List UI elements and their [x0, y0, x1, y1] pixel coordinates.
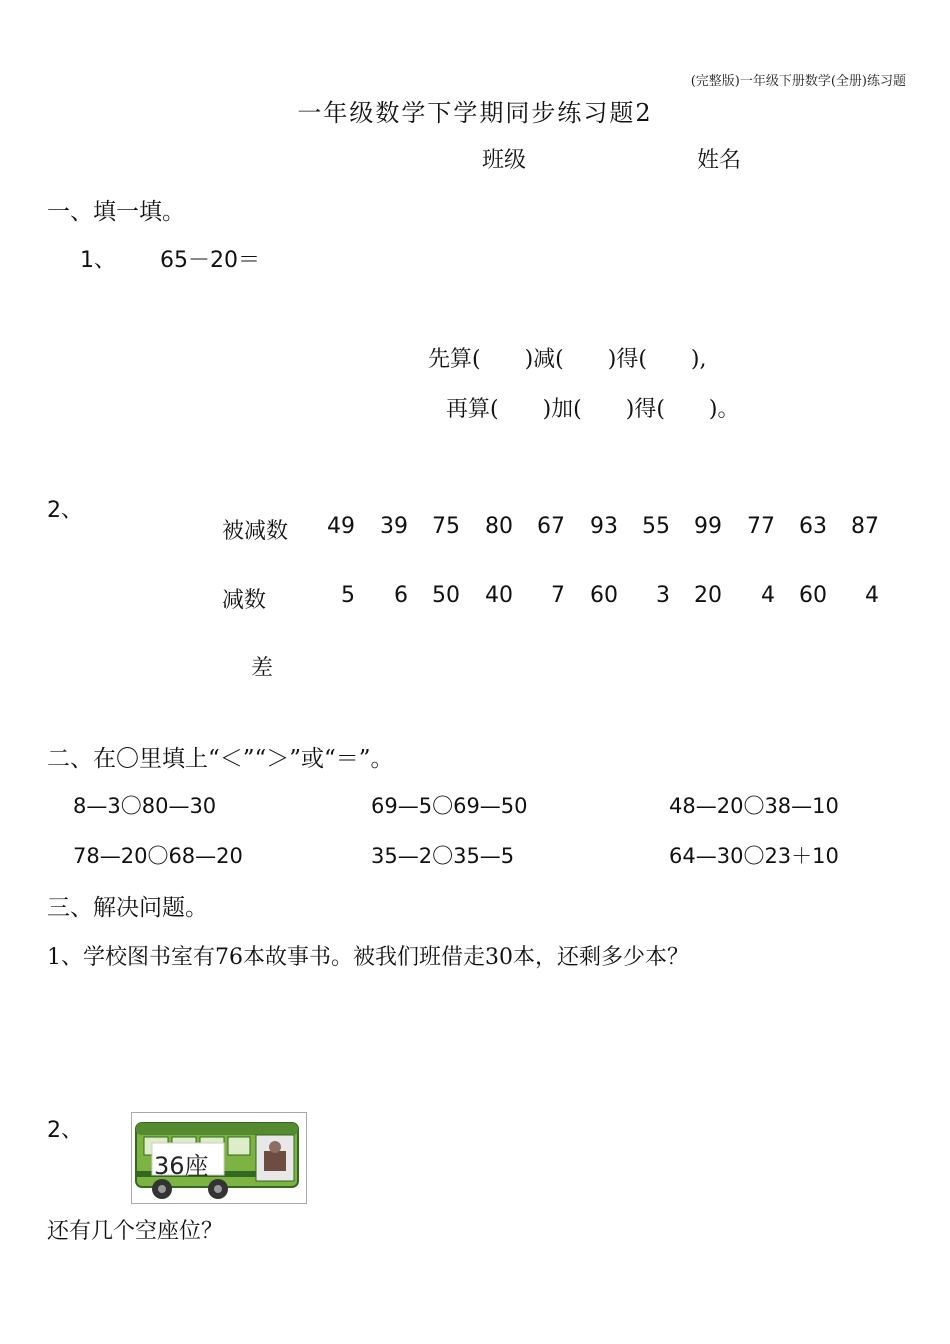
compare-item: 48—20〇38—10: [669, 794, 839, 818]
subtrahend-cell: 3: [656, 583, 670, 608]
subtrahend-cell: 4: [761, 583, 775, 608]
name-label: 姓名: [697, 148, 742, 173]
section-2-heading: 二、在〇里填上“＜”“＞”或“＝”。: [47, 746, 394, 772]
minuend-cell: 87: [851, 514, 879, 539]
subtrahend-row: [0, 583, 950, 613]
problem-2-number: 2、: [47, 1118, 83, 1143]
minuend-row: [0, 514, 950, 544]
subtrahend-cell: 20: [694, 583, 722, 608]
q2-number: 2、: [47, 498, 83, 523]
q1-number: 1、: [80, 248, 116, 273]
problem-2-question: 还有几个空座位？: [47, 1219, 224, 1244]
page-title: 一年级数学下学期同步练习题2: [297, 99, 653, 127]
subtrahend-cell: 40: [485, 583, 513, 608]
compare-item: 35—2〇35—5: [371, 844, 515, 868]
q1-step-2: 再算( )加( )得( )。: [446, 397, 740, 422]
minuend-cell: 99: [694, 514, 722, 539]
class-label: 班级: [482, 148, 527, 173]
minuend-cell: 55: [642, 514, 670, 539]
running-header: (完整版)一年级下册数学(全册)练习题: [690, 74, 906, 89]
minuend-cell: 93: [590, 514, 618, 539]
q1-step-1: 先算( )减( )得( ),: [428, 347, 707, 372]
subtrahend-cell: 7: [551, 583, 565, 608]
section-3-heading: 三、解决问题。: [47, 895, 208, 921]
subtrahend-cell: 5: [341, 583, 355, 608]
section-1-heading: 一、填一填。: [47, 199, 185, 225]
subtrahend-cell: 50: [432, 583, 460, 608]
minuend-cell: 75: [432, 514, 460, 539]
difference-label: 差: [251, 656, 274, 681]
subtrahend-cell: 4: [865, 583, 879, 608]
subtrahend-label: 减数: [222, 588, 267, 613]
minuend-cell: 67: [537, 514, 565, 539]
compare-item: 78—20〇68—20: [73, 844, 243, 868]
minuend-cell: 77: [747, 514, 775, 539]
subtrahend-cell: 60: [590, 583, 618, 608]
q1-expression: 65－20＝: [160, 248, 260, 273]
bus-seat-sign: 36座: [154, 1152, 209, 1180]
minuend-cell: 80: [485, 514, 513, 539]
minuend-cell: 49: [327, 514, 355, 539]
subtrahend-cell: 60: [799, 583, 827, 608]
minuend-label: 被减数: [222, 519, 289, 544]
compare-item: 69—5〇69—50: [371, 794, 528, 818]
minuend-cell: 63: [799, 514, 827, 539]
problem-1: 1、学校图书室有76本故事书。被我们班借走30本，还剩多少本？: [47, 945, 689, 970]
compare-item: 64—30〇23＋10: [669, 844, 839, 868]
minuend-cell: 39: [380, 514, 408, 539]
compare-item: 8—3〇80—30: [73, 794, 217, 818]
bus-image: [131, 1112, 307, 1204]
subtrahend-cell: 6: [394, 583, 408, 608]
